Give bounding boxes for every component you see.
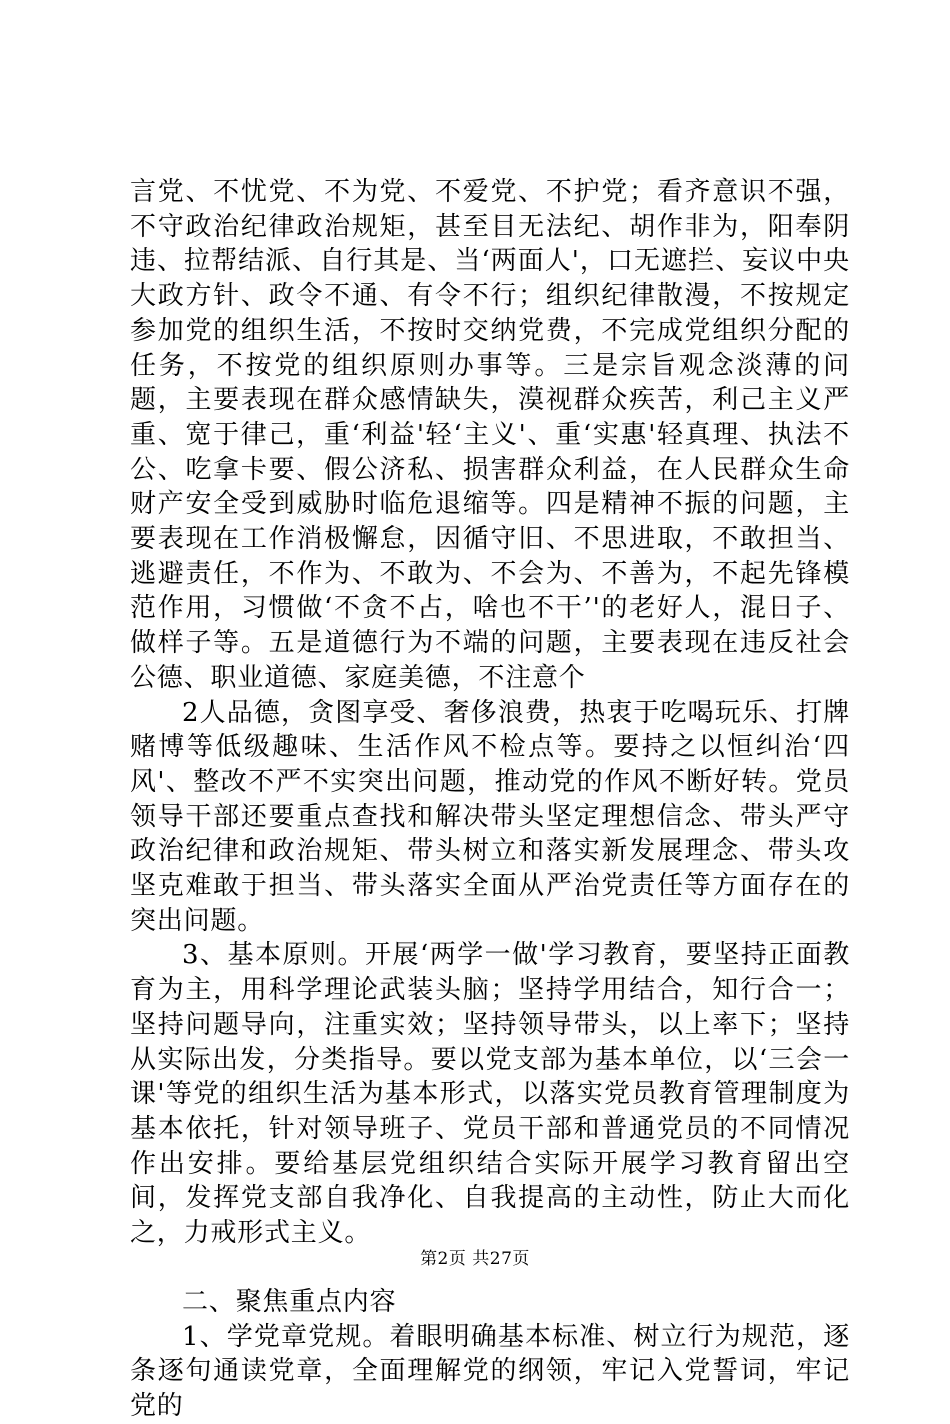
- paragraph-study-party-constitution: 1、学党章党规。着眼明确基本标准、树立行为规范，逐条逐句通读党章，全面理解党的纲领，牢记入党誓词，牢记党的: [130, 1321, 850, 1421]
- paragraph-personal-morality: 2人品德，贪图享受、奢侈浪费，热衷于吃喝玩乐、打牌赌博等低级趣味、生活作风不检点等。要持之以恒纠治‘四风'、整改不严不实突出问题，推动党的作风不断好转。党员领导干部还要重点查找和解决带头坚定理想信念、带头严守政治纪律和政治规矩、带头树立和落实新发展理念、带头攻坚克难敢于担当、带头落实全面从严治党责任等方面存在的突出问题。: [130, 697, 850, 936]
- section-heading: 二、聚焦重点内容: [182, 1286, 397, 1317]
- page-footer: 第2页 共27页: [420, 1249, 530, 1269]
- paragraph-continuation: 言党、不忧党、不为党、不爱党、不护党；看齐意识不强，不守政治纪律政治规矩，甚至目无法纪、胡作非为，阳奉阴违、拉帮结派、自行其是、当‘两面人'，口无遮拦、妄议中央大政方针、政令不通、有令不行；组织纪律散漫，不按规定参加党的组织生活，不按时交纳党费，不完成党组织分配的任务，不按党的组织原则办事等。三是宗旨观念淡薄的问题，主要表现在群众感情缺失，漠视群众疾苦，利己主义严重、宽于律己，重‘利益'轻‘主义'、重‘实惠'轻真理、执法不公、吃拿卡要、假公济私、损害群众利益，在人民群众生命财产安全受到威胁时临危退缩等。四是精神不振的问题，主要表现在工作消极懈怠，因循守旧、不思进取，不敢担当、逃避责任，不作为、不敢为、不会为、不善为，不起先锋模范作用，习惯做‘不贪不占，啥也不干’'的老好人，混日子、做样子等。五是道德行为不端的问题，主要表现在违反社会公德、职业道德、家庭美德，不注意个: [130, 177, 850, 693]
- paragraph-basic-principles: 3、基本原则。开展‘两学一做'学习教育，要坚持正面教育为主，用科学理论武装头脑；坚持学用结合，知行合一；坚持问题导向，注重实效；坚持领导带头，以上率下；坚持从实际出发，分类指导。要以党支部为基本单位，以‘三会一课'等党的组织生活为基本形式，以落实党员教育管理制度为基本依托，针对领导班子、党员干部和普通党员的不同情况作出安排。要给基层党组织结合实际开展学习教育留出空间，发挥党支部自我净化、自我提高的主动性，防止大而化之，力戒形式主义。: [130, 940, 850, 1249]
- document-body: [130, 175, 850, 1424]
